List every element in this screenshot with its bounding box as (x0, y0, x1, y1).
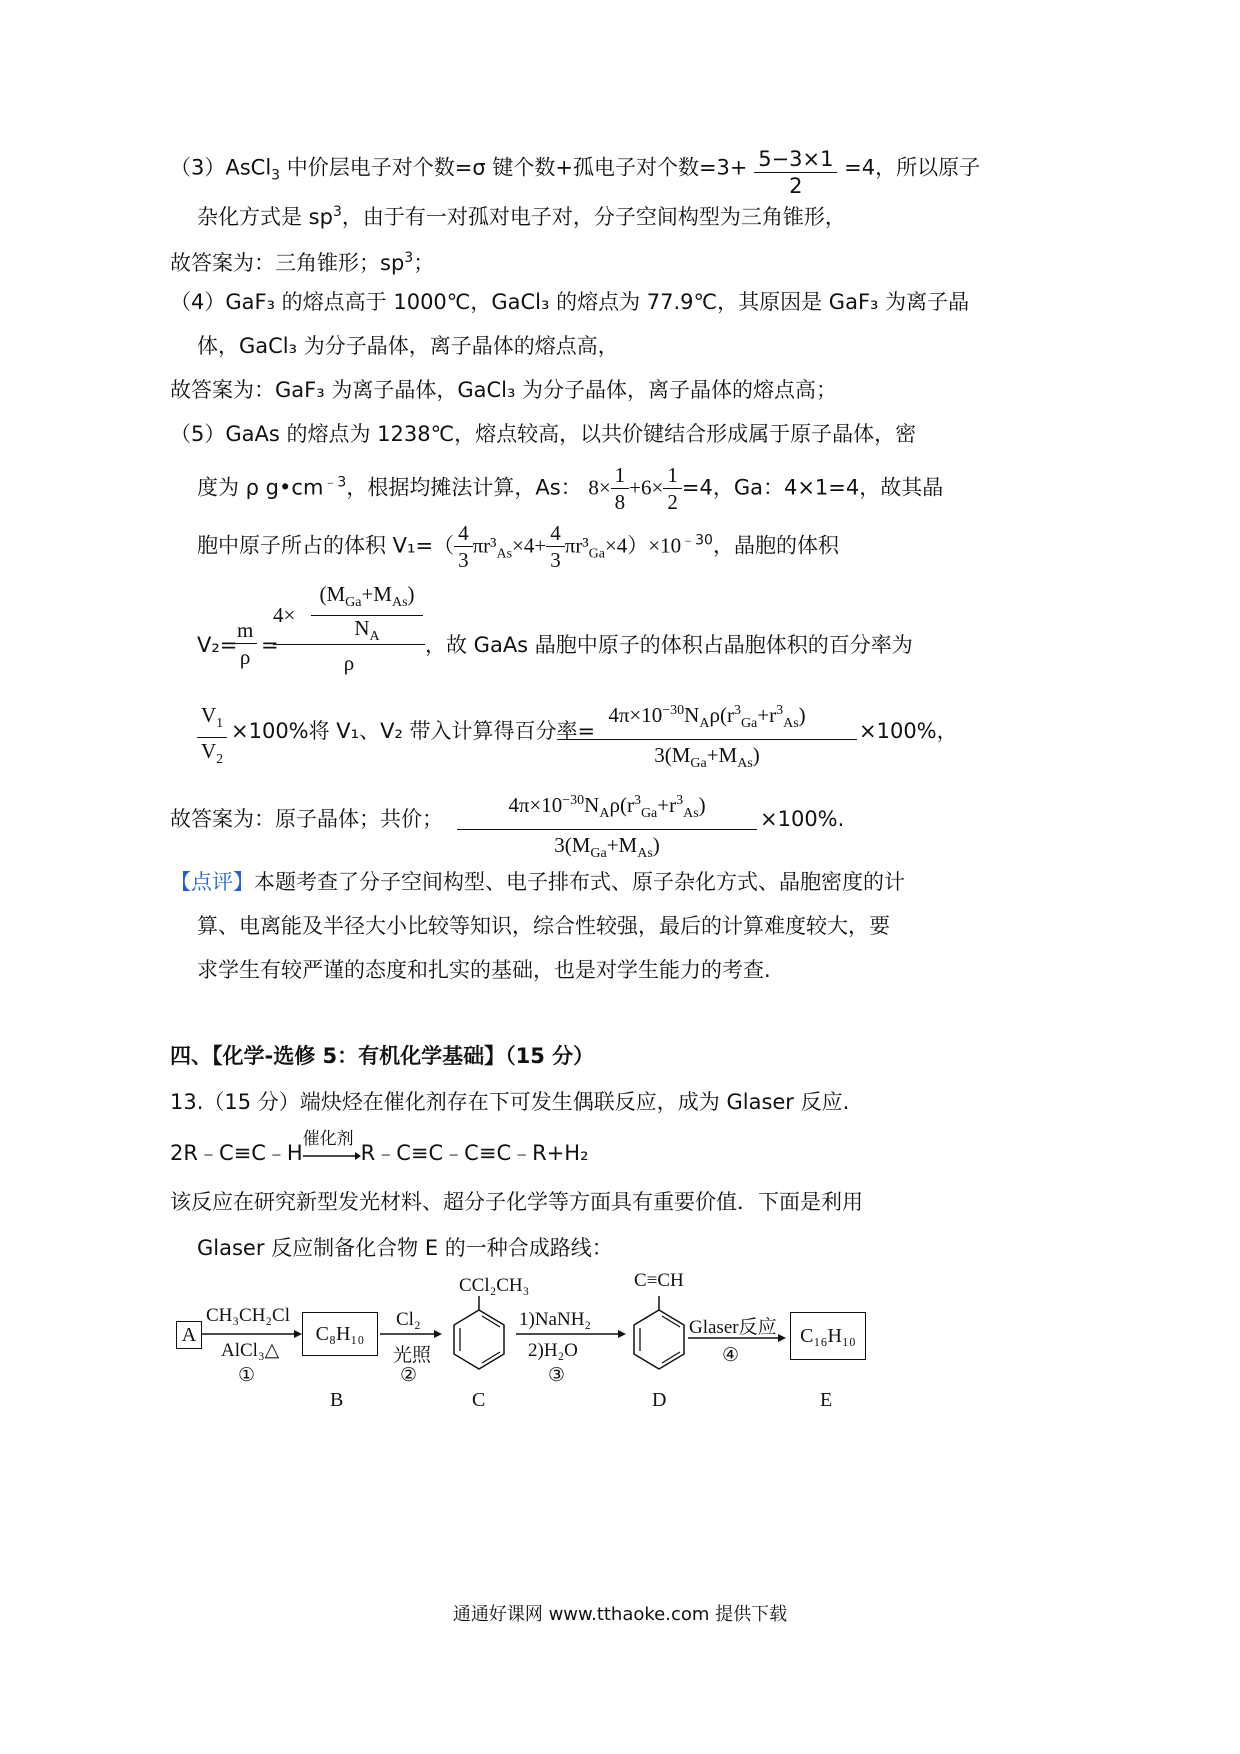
comment-tag: 【点评】 (170, 870, 254, 894)
arrow1-reagent: CH₃CH₂Cl (206, 1305, 290, 1326)
part3-line1: （3）AsCl$_3$ 中价层电子对个数=σ 键个数+孤电子对个数=3+ $\frac{5-3\times 1}{2}$ =4，所以原子 (170, 147, 981, 198)
text: 故答案为：原子晶体；共价； (170, 807, 443, 831)
text: ，晶胞的体积 (712, 533, 839, 558)
reaction-equation (170, 1129, 589, 1168)
comment-line2: 算、电离能及半径大小比较等知识，综合性较强，最后的计算难度较大，要 (197, 914, 890, 938)
frac-num: $V_1$ (201, 703, 224, 732)
compound-A-box: A (176, 1321, 202, 1349)
compound-E-box: C₁₆H₁₀ (790, 1312, 866, 1360)
fraction-m-rho (233, 617, 257, 670)
frac-den: 8 (611, 488, 630, 515)
fraction-1-8 (611, 462, 630, 515)
text: V₂= (197, 633, 238, 657)
part3-answer: 故答案为：三角锥形；$sp^3$； (170, 250, 435, 275)
text: (M (319, 582, 346, 606)
arrow-icon (688, 1332, 786, 1344)
frac-den: $V_2$ (197, 737, 227, 773)
text: ，由于有一对孤对电子对，分子空间构型为三角锥形， (341, 205, 846, 229)
arrow2-condition: 光照 (393, 1345, 432, 1366)
part4-line2: 体，GaCl₃ 为分子晶体，离子晶体的熔点高， (197, 334, 619, 358)
part5-line1: （5）GaAs 的熔点为 1238℃，熔点较高，以共价键结合形成属于原子晶体，密 (170, 422, 917, 446)
text: ×100%. (760, 807, 845, 831)
text: 8× (588, 475, 611, 500)
text: 本题考查了分子空间构型、电子排布式、原子杂化方式、晶胞密度的计 (254, 870, 905, 894)
text: 4× (273, 603, 296, 627)
compound-C-substituent: CCl₂CH₃ (459, 1275, 530, 1296)
frac-den: 2 (754, 172, 837, 199)
text: N (354, 616, 370, 641)
benzene-ring-icon (628, 1296, 690, 1380)
text: 催化剂 (302, 1129, 354, 1149)
frac-num: 1 (614, 463, 626, 487)
fraction-bar (273, 644, 425, 645)
fraction-1-2 (663, 462, 682, 515)
frac-num: 4 (458, 521, 469, 545)
text: 故答案为：三角锥形；sp (170, 251, 405, 275)
arrow1-condition: AlCl₃△ (221, 1340, 280, 1361)
footer-source: 通通好课网 www.tthaoke.com 提供下载 (452, 1604, 788, 1625)
arrow4-step: ④ (722, 1345, 740, 1366)
text: =4，所以原子 (844, 155, 981, 180)
section-heading: 四、【化学-选修 5：有机化学基础】（15 分） (170, 1044, 595, 1068)
label-B: B (330, 1389, 344, 1411)
comment-line1 (170, 867, 905, 897)
text: 4π×10 (608, 703, 663, 727)
text: 3(M (554, 833, 591, 858)
arrow3-step: ③ (548, 1365, 566, 1386)
frac-den: 3 (546, 546, 565, 573)
label-C: C (472, 1389, 486, 1411)
catalyst-arrow (302, 1129, 361, 1164)
text: 4π×10 (508, 793, 563, 817)
frac-num: $4\pi\times 10^{-30}N_A\rho(r^3_{Ga}+r^3_{As})$ (508, 793, 706, 822)
part3-line2: 杂化方式是 $sp^3$，由于有一对孤对电子对，分子空间构型为三角锥形， (197, 204, 846, 229)
frac-den: $3(M_{Ga}+M_{As})$ (557, 739, 857, 779)
text: =4，Ga：4×1=4，故其晶 (681, 475, 944, 500)
part4-line1: （4）GaF₃ 的熔点高于 1000℃，GaCl₃ 的熔点为 77.9℃，其原因是 GaF₃ 为离子晶 (170, 290, 970, 314)
text: ，根据均摊法计算，As： (346, 475, 582, 500)
arrow4-reagent: Glaser反应 (689, 1317, 777, 1338)
frac-den: $3(M_{Ga}+M_{As})$ (457, 829, 757, 869)
text: πr³ (564, 533, 589, 558)
benzene-ring-icon (448, 1296, 510, 1380)
fraction (754, 146, 837, 199)
text: πr³ (472, 533, 497, 558)
compound-B-box: C₈H₁₀ (302, 1312, 378, 1356)
part5-line2: 度为 ρ $g•cm^{﹣3}$，根据均摊法计算，As： 8× $\frac{1}{8}$ +6× $\frac{1}{2}$ =4，Ga：4×1=4，故其晶 (197, 463, 944, 514)
inner-num: $(M_{Ga}+M_{As})$ (319, 582, 415, 611)
arrow2-step: ② (400, 1365, 418, 1386)
question-13: 13.（15 分）端炔烃在催化剂存在下可发生偶联反应，成为 Glaser 反应. (170, 1090, 850, 1114)
arrow-icon (516, 1328, 626, 1340)
inner-den: $N_A$ (311, 615, 423, 649)
frac-num: 1 (667, 463, 678, 487)
label-D: D (652, 1389, 667, 1411)
text: 胞中原子所占的体积 V₁=（ (197, 533, 455, 558)
fraction-4-3 (454, 520, 473, 573)
text: ×4+ (512, 533, 547, 558)
text: 2R﹣C≡C﹣H (170, 1141, 303, 1165)
fraction-4-3 (546, 520, 565, 573)
arrow1-step: ① (238, 1365, 256, 1386)
percent-fraction (557, 696, 857, 779)
description-line1: 该反应在研究新型发光材料、超分子化学等方面具有重要价值．下面是利用 (170, 1190, 863, 1214)
text: ×4）×10 (604, 533, 682, 558)
text: R﹣C≡C﹣C≡C﹣R+H₂ (360, 1141, 589, 1165)
arrow2-reagent: Cl₂ (396, 1309, 421, 1330)
arrow-icon (303, 1150, 361, 1162)
part5-line3: 胞中原子所占的体积 V₁=（ $\frac{4}{3}$ $\pi r^3_{As}\times 4+$ $\frac{4}{3}$ $\pi r^3_{Ga}\times 4)\times 10^{﹣30}$，晶胞的体积 (197, 521, 839, 572)
text: ； (413, 251, 435, 275)
frac-den: 2 (663, 488, 682, 515)
frac-den: ρ (343, 651, 355, 675)
description-line2: Glaser 反应制备化合物 E 的一种合成路线： (197, 1236, 613, 1260)
frac-num: 4 (550, 521, 561, 545)
answer-fraction (457, 786, 757, 869)
frac-num: $4\pi\times 10^{-30}N_A\rho(r^3_{Ga}+r^3_{As})$ (608, 703, 806, 732)
text: +6× (629, 475, 664, 500)
frac-num: 5−3×1 (758, 147, 834, 171)
frac-num: m (237, 618, 254, 642)
compound-D-substituent: C≡CH (634, 1270, 684, 1291)
text: ×100%， (859, 719, 958, 743)
arrow3-condition: 2)H₂O (528, 1340, 578, 1361)
text: = (261, 633, 279, 657)
text: ×100%将 V₁、V₂ 带入计算得百分率= (231, 719, 596, 743)
text: ，故 GaAs 晶胞中原子的体积占晶胞体积的百分率为 (425, 633, 913, 657)
text: 度为 ρ g•cm (197, 475, 324, 500)
fraction-v1-v2 (197, 702, 227, 773)
frac-den: 3 (454, 546, 473, 573)
text: 3(M (654, 743, 691, 768)
comment-line3: 求学生有较严谨的态度和扎实的基础，也是对学生能力的考查. (197, 958, 771, 982)
arrow-icon (380, 1328, 442, 1340)
text: （3）AsCl (170, 155, 272, 180)
label-E: E (820, 1389, 833, 1411)
frac-den: ρ (233, 643, 257, 670)
inner-fraction (311, 582, 423, 649)
text: 杂化方式是 sp (197, 205, 333, 229)
part4-answer: 故答案为：GaF₃ 为离子晶体，GaCl₃ 为分子晶体，离子晶体的熔点高； (170, 378, 838, 402)
arrow3-reagent: 1)NaNH₂ (519, 1309, 592, 1330)
text: 中价层电子对个数=σ 键个数+孤电子对个数=3+ (286, 155, 748, 180)
